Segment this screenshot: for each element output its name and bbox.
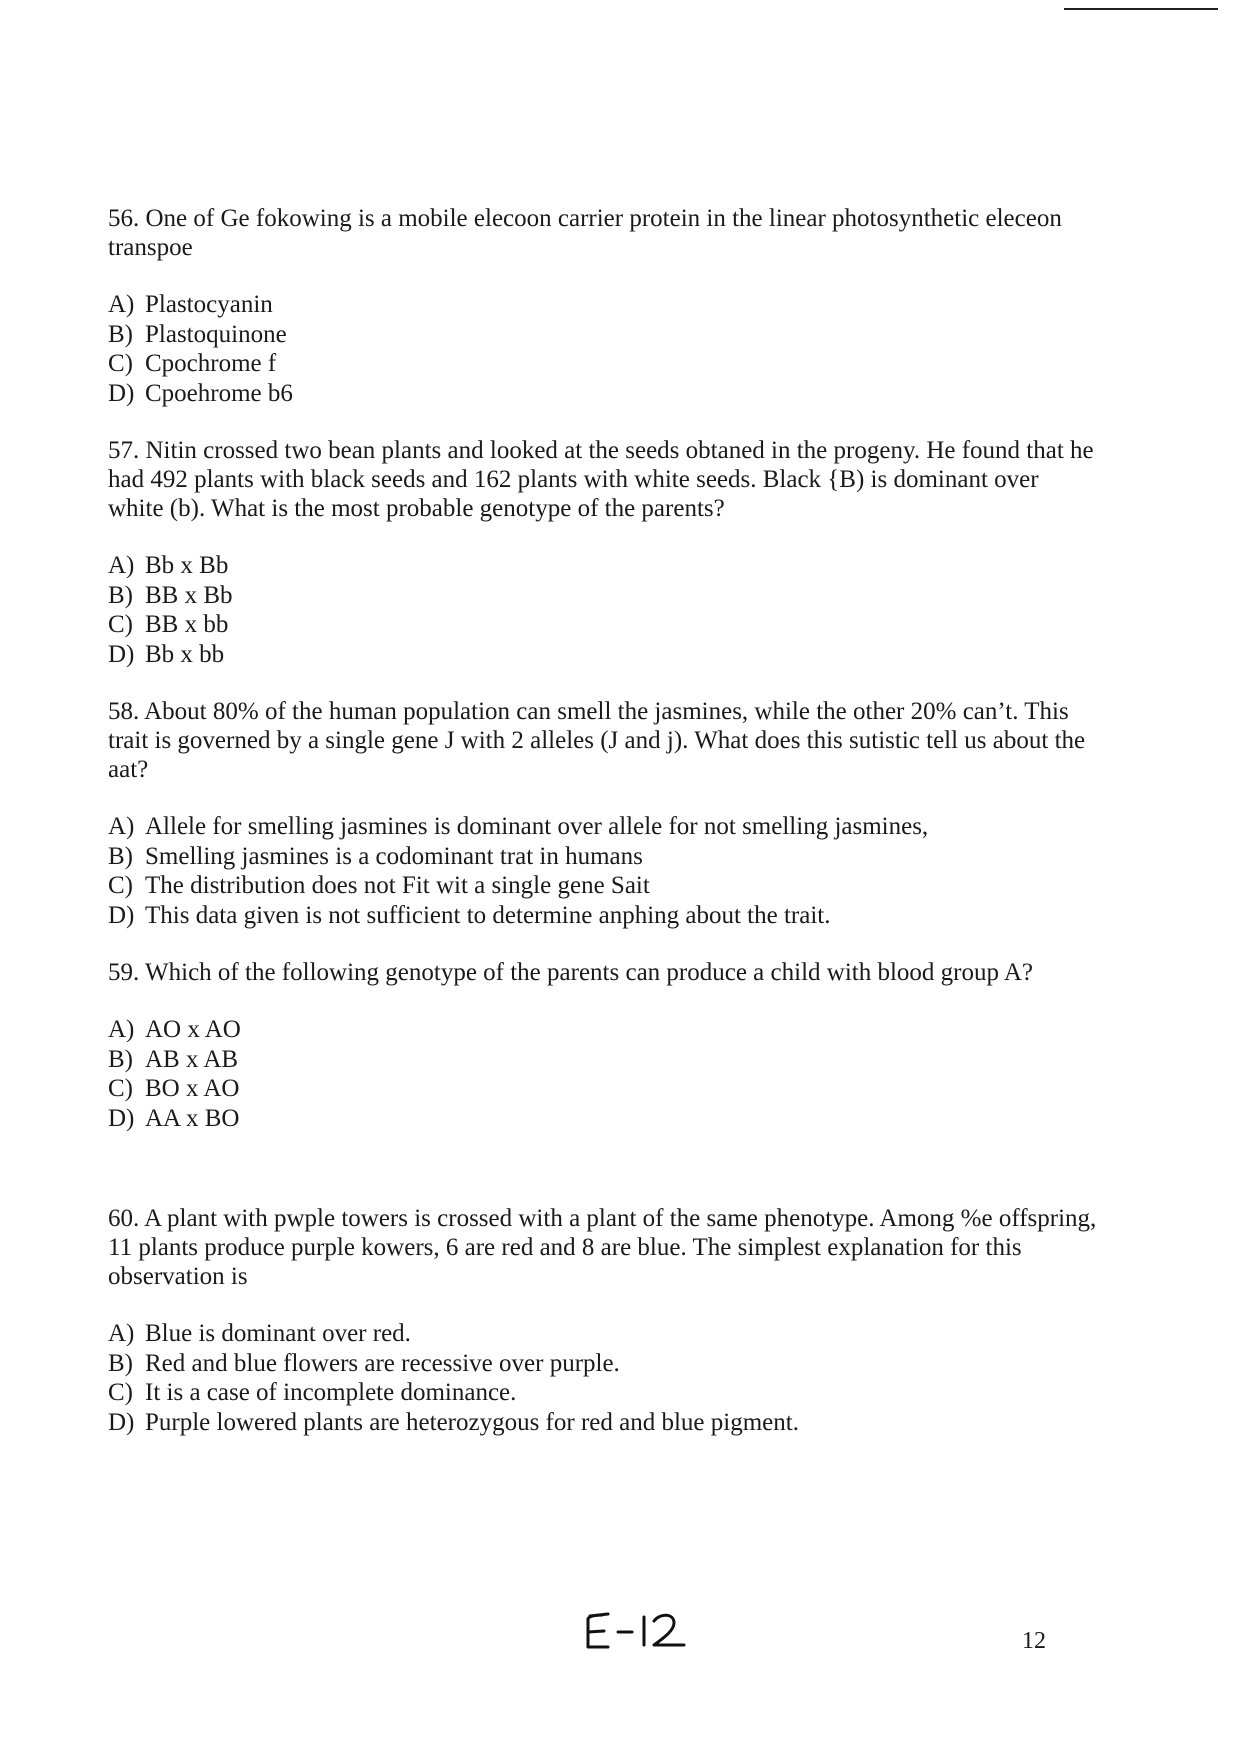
option-list: [108, 551, 1098, 669]
option-c: C) Cpochrome f: [108, 350, 277, 377]
option-b: B) Plastoquinone: [108, 320, 287, 348]
question-57: [108, 436, 1098, 669]
option-b: B) Red and blue flowers are recessive over purple.: [108, 1349, 620, 1377]
option-d: D) AA x BO: [108, 1104, 240, 1132]
option-c: C) The distribution does not Fit wit a single gene Sait: [108, 872, 650, 899]
question-text: 60. A plant with pwple towers is crossed with a plant of the same phenotype. Among %e offspring, 11 plants produce purple kowers, 6 are red and 8 are blue. The simplest explanation for this observation is: [108, 1205, 1097, 1290]
handwritten-page-code: [582, 1607, 692, 1655]
option-a: A) Blue is dominant over red.: [108, 1320, 411, 1347]
question-56: [108, 204, 1098, 408]
option-b: B) Smelling jasmines is a codominant trat in humans: [108, 842, 643, 870]
question-text: 58. About 80% of the human population can smell the jasmines, while the other 20% can’t. This trait is governed by a single gene J with 2 alleles (J and j). What does this sutistic tell us about the aat?: [108, 698, 1086, 783]
question-60: [108, 1204, 1098, 1437]
option-b: B) BB x Bb: [108, 581, 233, 609]
question-58: [108, 697, 1098, 930]
question-59: [108, 958, 1098, 1133]
option-a: A) Allele for smelling jasmines is dominant over allele for not smelling jasmines,: [108, 813, 929, 840]
option-d: D) Cpoehrome b6: [108, 379, 293, 407]
option-d: D) This data given is not sufficient to determine anphing about the trait.: [108, 901, 831, 929]
option-list: [108, 812, 1098, 930]
option-list: [108, 290, 1098, 408]
option-list: [108, 1015, 1098, 1133]
option-c: C) BB x bb: [108, 611, 229, 638]
question-text: 57. Nitin crossed two bean plants and looked at the seeds obtaned in the progeny. He found that he had 492 plants with black seeds and 162 plants with white seeds. Black {B) is dominant over white (b). What is the most probable genotype of the parents?: [108, 437, 1094, 522]
page-number: 12: [1022, 1628, 1046, 1654]
top-rule: [1064, 8, 1218, 10]
option-a: A) Plastocyanin: [108, 291, 273, 318]
option-c: C) It is a case of incomplete dominance.: [108, 1379, 517, 1406]
option-list: [108, 1319, 1098, 1437]
option-d: D) Bb x bb: [108, 640, 225, 668]
question-text: 56. One of Ge fokowing is a mobile elecoon carrier protein in the linear photosynthetic eleceon transpoe: [108, 205, 1062, 261]
option-a: A) AO x AO: [108, 1016, 241, 1043]
option-b: B) AB x AB: [108, 1045, 239, 1073]
option-d: D) Purple lowered plants are heterozygous for red and blue pigment.: [108, 1408, 799, 1436]
option-c: C) BO x AO: [108, 1075, 240, 1102]
option-a: A) Bb x Bb: [108, 552, 229, 579]
question-text: 59. Which of the following genotype of the parents can produce a child with blood group A?: [108, 959, 1033, 986]
